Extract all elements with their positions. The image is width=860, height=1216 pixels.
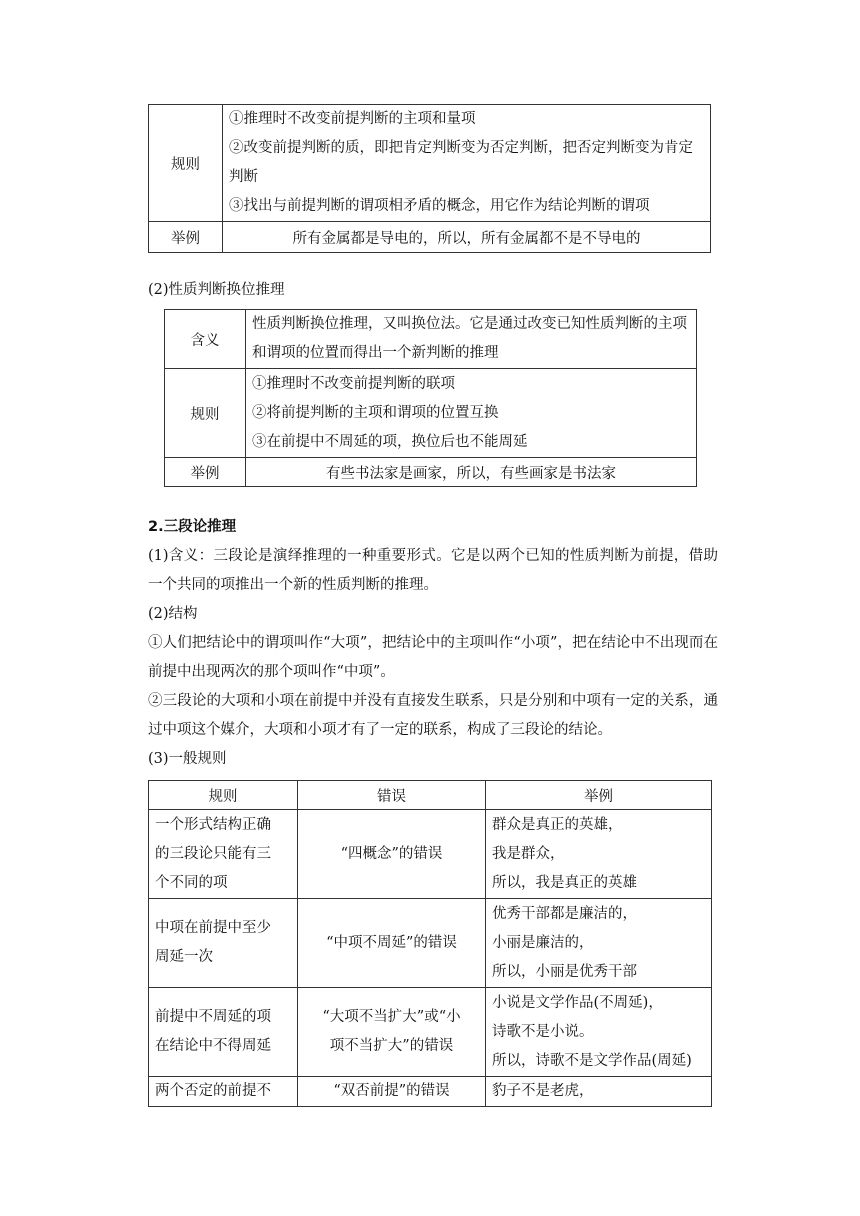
example-cell (486, 899, 712, 988)
header-row (149, 781, 712, 810)
header-error: 错误 (298, 781, 486, 810)
meaning-paragraph: (1)含义：三段论是演绎推理的一种重要形式。它是以两个已知的性质判断为前提，借助一个共同的项推出一个新的性质判断的推理。 (148, 548, 718, 593)
example-label: 举例 (149, 222, 223, 253)
table-row (149, 1077, 712, 1107)
rule-item: ③找出与前提判断的谓项相矛盾的概念，用它作为结论判断的谓项 (229, 198, 650, 214)
header-rule: 规则 (149, 781, 298, 810)
structure-paragraph-2: ②三段论的大项和小项在前提中并没有直接发生联系，只是分别和中项有一定的关系，通过中项这个媒介，大项和小项才有了一定的联系，构成了三段论的结论。 (148, 693, 718, 738)
error-line: “中项不周延”的错误 (326, 934, 457, 951)
example-text: 有些书法家是画家，所以，有些画家是书法家 (246, 458, 697, 487)
rule-cell (149, 810, 298, 899)
example-line: 所以，小丽是优秀干部 (492, 963, 637, 980)
table-row (149, 810, 712, 899)
conversion-table (164, 309, 697, 487)
rule-label: 规则 (149, 105, 223, 222)
example-line: 优秀干部都是廉洁的， (492, 905, 637, 922)
rule-label: 规则 (165, 369, 246, 458)
rule-item: ③在前提中不周延的项，换位后也不能周延 (252, 433, 528, 450)
example-line: 所以，我是真正的英雄 (492, 874, 637, 891)
rule-item: ②改变前提判断的质，即把肯定判断变为否定判断，把否定判断变为肯定判断 (229, 140, 693, 185)
rule-line: 两个否定的前提不 (155, 1083, 271, 1099)
conversion-obversion-table (148, 104, 711, 253)
rule-cell (149, 899, 298, 988)
error-line: “大项不当扩大”或“小 (322, 1009, 461, 1025)
example-label: 举例 (165, 458, 246, 487)
example-text: 所有金属都是导电的，所以，所有金属都不是不导电的 (223, 222, 711, 253)
rule-item: ①推理时不改变前提判断的联项 (252, 375, 455, 392)
rule-item: ①推理时不改变前提判断的主项和量项 (229, 111, 476, 127)
rule-items (246, 369, 697, 458)
rule-cell (149, 1077, 298, 1107)
table-row (149, 988, 712, 1077)
example-line: 小说是文学作品(不周延)， (492, 994, 663, 1011)
example-line: 豹子不是老虎， (492, 1083, 594, 1099)
error-line: “四概念”的错误 (340, 845, 443, 862)
structure-paragraph-1: ①人们把结论中的谓项叫作“大项”，把结论中的主项叫作“小项”，把在结论中不出现而在前提中出现两次的那个项叫作“中项”。 (148, 635, 718, 680)
section-heading: 2.三段论推理 (148, 519, 237, 535)
rule-line: 在结论中不得周延 (155, 1038, 271, 1054)
meaning-row (165, 310, 697, 369)
example-cell (486, 988, 712, 1077)
error-line: “双否前提”的错误 (333, 1083, 450, 1099)
error-cell (298, 988, 486, 1077)
example-line: 所以，诗歌不是文学作品(周延) (492, 1052, 692, 1069)
rule-line: 一个形式结构正确 (155, 816, 271, 833)
error-cell (298, 899, 486, 988)
example-line: 群众是真正的英雄， (492, 816, 623, 833)
rule-line: 的三段论只能有三 (155, 845, 271, 862)
example-row (149, 222, 711, 253)
rule-row (149, 105, 711, 222)
error-line: 项不当扩大”的错误 (329, 1038, 454, 1054)
rule-cell (149, 988, 298, 1077)
table-row (149, 899, 712, 988)
meaning-text: 性质判断换位推理，又叫换位法。它是通过改变已知性质判断的主项和谓项的位置而得出一个新判断的推理 (246, 310, 697, 369)
structure-title: (2)结构 (148, 606, 198, 622)
example-row (165, 458, 697, 487)
syllogism-rules-table (148, 780, 712, 1107)
rule-line: 周延一次 (155, 949, 213, 965)
error-cell (298, 1077, 486, 1107)
rule-row (165, 369, 697, 458)
example-cell (486, 810, 712, 899)
header-example: 举例 (486, 781, 712, 810)
rule-line: 中项在前提中至少 (155, 920, 271, 936)
section-title: (2)性质判断换位推理 (148, 282, 285, 298)
example-line: 我是群众， (492, 845, 565, 862)
error-cell (298, 810, 486, 899)
example-line: 小丽是廉洁的， (492, 934, 594, 951)
meaning-label: 含义 (165, 310, 246, 369)
rule-item: ②将前提判断的主项和谓项的位置互换 (252, 404, 499, 421)
rules-title: (3)一般规则 (148, 751, 227, 767)
rule-line: 前提中不周延的项 (155, 1009, 271, 1025)
example-line: 诗歌不是小说。 (492, 1023, 594, 1040)
rule-line: 个不同的项 (155, 874, 228, 891)
rule-items (223, 105, 711, 222)
example-cell (486, 1077, 712, 1107)
